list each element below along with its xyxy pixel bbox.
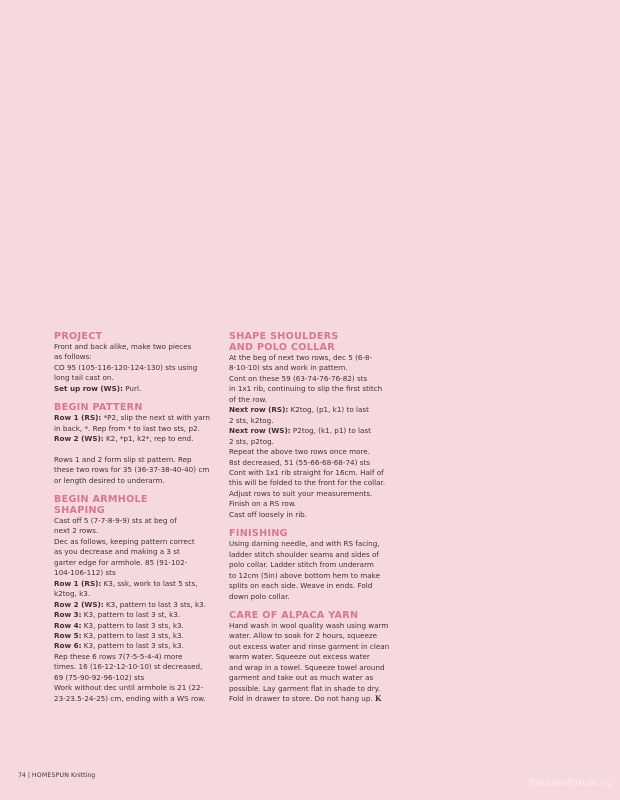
text-line: splits on each side. Weave in ends. Fold (229, 581, 373, 591)
text-line: water. Allow to soak for 2 hours, squeeze (229, 631, 378, 641)
row-text: K3, pattern to last 3 sts, k3. (103, 599, 207, 609)
text-line: Cont with 1x1 rib straight for 16cm. Half of (229, 467, 384, 477)
text-line: 2 sts, p2tog. (229, 436, 274, 446)
magazine-section: Knitting (69, 772, 96, 779)
page-number: 74 (18, 772, 26, 779)
text-line: this will be folded to the front for the collar. (229, 478, 386, 488)
text-line: 104-106-112) sts (54, 568, 116, 578)
text-line: Cast off loosely in rib. (229, 509, 308, 519)
text-line: long tail cast on. (54, 373, 114, 383)
text-line: CO 95 (105-116-120-124-130) sts using (54, 362, 198, 372)
text-line: warm water. Squeeze out excess water (229, 652, 370, 662)
row-label: Row 1 (RS): (54, 413, 102, 423)
row-text: *P2, slip the next st with yarn (101, 413, 210, 423)
left-column (54, 331, 224, 712)
section-heading: FINISHING (229, 528, 288, 540)
row-label: Row 2 (WS): (54, 599, 104, 609)
text-line: Dec as follows, keeping pattern correct (54, 536, 195, 546)
armhole-section (54, 494, 224, 704)
text-line: out excess water and rinse garment in clean (229, 641, 390, 651)
text-line (229, 426, 399, 436)
text-line: Cont on these 59 (63-74-76-76-82) sts (229, 373, 368, 383)
text-line: 69 (75-90-92-96-102) sts (54, 672, 145, 682)
text-line (54, 631, 224, 641)
right-column (229, 331, 399, 713)
section-heading: SHAPE SHOULDERS (229, 331, 339, 342)
text-line: of the row. (229, 394, 267, 404)
care-section (229, 610, 399, 705)
text-line: Work without dec until armhole is 21 (22- (54, 683, 204, 693)
text-line: or length desired to underarm. (54, 475, 165, 485)
page-footer (18, 772, 95, 779)
row-label: Row 3: (54, 610, 82, 620)
text-line (54, 413, 224, 423)
row-text: K3, pattern to last 3 st, k3. (81, 610, 181, 620)
row-label: Row 4: (54, 620, 82, 630)
text-line (54, 384, 224, 394)
row-label: Next row (WS): (229, 426, 291, 436)
row-label: Next row (RS): (229, 405, 289, 415)
text-line: Adjust rows to suit your measurements. (229, 488, 373, 498)
row-text: K3, pattern to last 3 sts, k3. (81, 630, 184, 640)
text-line: Front and back alike, make two pieces (54, 342, 192, 351)
text-line: as follows: (54, 352, 92, 362)
text-line: Repeat the above two rows once more. (229, 447, 370, 457)
text-line: ladder stitch shoulder seams and sides of (229, 549, 379, 559)
row-label: Set up row (WS): (54, 383, 123, 393)
text-line (229, 405, 399, 415)
text-line: times. 16 (16-12-12-10-10) st decreased, (54, 662, 203, 672)
row-label: Row 2 (WS): (54, 434, 104, 444)
text-line: these two rows for 35 (36-37-38-40-40) cm (54, 465, 210, 475)
text-line: in back, *. Rep from * to last two sts, p2. (54, 423, 200, 433)
text-line: Cast off 5 (7-7-8-9-9) sts at beg of (54, 515, 177, 525)
row-text: Fold in drawer to store. Do not hang up. (229, 694, 375, 704)
row-label: Row 6: (54, 641, 82, 651)
text-line (54, 621, 224, 631)
shoulders-section (229, 331, 399, 520)
row-text: Purl. (122, 383, 142, 393)
row-label: Row 1 (RS): (54, 578, 102, 588)
text-line: 8-10-10) sts and work in pattern. (229, 363, 348, 373)
text-line: polo collar. Ladder stitch from underarm (229, 560, 374, 570)
row-text: K3, ssk, work to last 5 sts, (101, 578, 198, 588)
text-line (54, 610, 224, 620)
text-line: garter edge for armhole. 85 (91-102- (54, 557, 188, 567)
row-text: K2tog, (p1, k1) to last (288, 405, 369, 415)
finishing-section (229, 528, 399, 602)
text-line: as you decrease and making a 3 st (54, 547, 180, 557)
row-text: P2tog, (k1, p1) to last (290, 426, 371, 436)
text-line: Hand wash in wool quality wash using warm (229, 620, 389, 630)
text-line: 2 sts, k2tog. (229, 415, 274, 425)
text-line: At the beg of next two rows, dec 5 (6-8- (229, 353, 373, 362)
text-line: Finish on a RS row. (229, 499, 297, 509)
text-line: 8st decreased, 51 (55-66-68-68-74) sts (229, 457, 371, 467)
text-line (54, 641, 224, 651)
row-text: K3, pattern to last 3 sts, k3. (81, 620, 184, 630)
section-heading: SHAPING (54, 504, 105, 516)
text-line: Rep these 6 rows 7(7-5-5-4-4) more (54, 651, 183, 661)
text-line: and wrap in a towel. Squeeze towel around (229, 662, 385, 672)
text-line (54, 589, 224, 599)
section-heading: CARE OF ALPACA YARN (229, 609, 359, 621)
footer-separator: | (25, 772, 32, 779)
watermark: PassionForum.ru (528, 778, 612, 789)
row-label: Row 5: (54, 630, 82, 640)
section-heading: BEGIN PATTERN (54, 402, 143, 414)
text-line: next 2 rows. (54, 526, 99, 536)
section-heading: AND POLO COLLAR (229, 342, 335, 353)
text-line: possible. Lay garment flat in shade to dry. (229, 683, 381, 693)
row-text: K2, *p1, k2*, rep to end. (103, 434, 194, 444)
text-line: down polo collar. (229, 591, 290, 601)
magazine-name: HOMESPUN (31, 772, 70, 779)
row-text: k2tog, k3. (54, 589, 91, 599)
text-line: Using darning needle, and with RS facing, (229, 539, 380, 549)
text-line: to 12cm (5in) above bottom hem to make (229, 570, 381, 580)
text-line: Rows 1 and 2 form slip st pattern. Rep (54, 454, 192, 464)
project-section (54, 331, 224, 394)
text-line (54, 434, 224, 444)
text-line (229, 694, 399, 704)
begin-pattern-section (54, 402, 224, 486)
text-line: in 1x1 rib, continuing to slip the first stitch (229, 384, 383, 394)
text-line (54, 600, 224, 610)
text-line: 23-23.5-24-25) cm, ending with a WS row. (54, 693, 206, 703)
end-mark-icon: K (375, 694, 382, 704)
section-heading: BEGIN ARMHOLE (54, 493, 148, 505)
row-text: K3, pattern to last 3 sts, k3. (81, 641, 184, 651)
text-line: garment and take out as much water as (229, 673, 374, 683)
text-line (54, 579, 224, 589)
section-heading: PROJECT (54, 331, 103, 342)
